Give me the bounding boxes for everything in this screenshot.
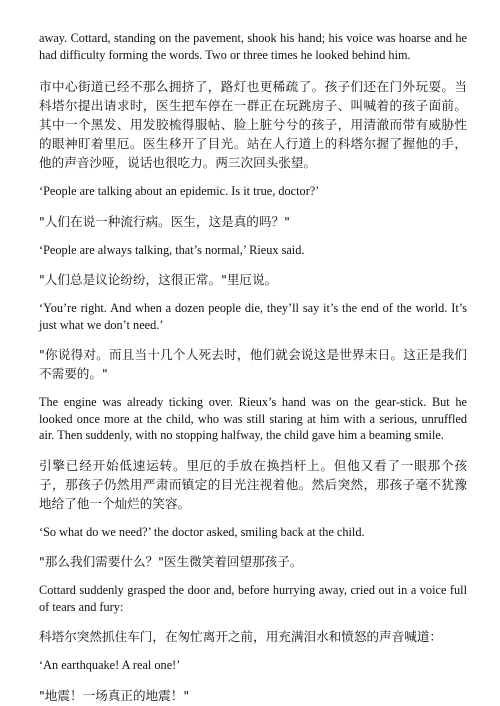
paragraph-chinese-3: "人们总是议论纷纷，这很正常。"里厄说。 [39,272,278,287]
paragraph-chinese-7: 科塔尔突然抓住车门，在匆忙离开之前，用充满泪水和愤怒的声音喊道： [39,629,442,644]
paragraph-chinese-1: 市中心街道已经不那么拥挤了，路灯也更稀疏了。孩子们还在门外玩耍。当科塔尔提出请求时，医生把车停在一群正在玩跳房子、叫喊着的孩子面前。其中一个黑发、用发胶梳得服帖、脸上脏兮兮的孩子，用清澈而带有威胁性的眼神盯着里厄。医生移开了目光。站在人行道上的科塔尔握了握他的手，他的声音沙哑，说话也很吃力。两三次回头张望。 [39,79,467,170]
paragraph-english-1: away. Cottard, standing on the pavement, shook his hand; his voice was hoarse and he had difficulty forming the words. Two or three times he looked behind him. [39,31,467,62]
paragraph-english-3: ‘People are always talking, that’s normal,’ Rieux said. [39,242,305,257]
paragraph-english-4: ‘You’re right. And when a dozen people die, they’ll say it’s the end of the world. It’s just what we don’t need.’ [39,301,467,332]
paragraph-english-2: ‘People are talking about an epidemic. Is it true, doctor?’ [39,184,320,198]
paragraph-chinese-6: "那么我们需要什么？"医生微笑着回望那孩子。 [39,554,303,569]
paragraph-english-5: The engine was already ticking over. Rieux’s hand was on the gear-stick. But he looked once more at the child, who was still staring at him with a serious, unruffled air. Then suddenly, with no stopping halfway, the child gave him a beaming smile. [39,395,467,442]
paragraph-english-6: ‘So what do we need?’ the doctor asked, smiling back at the child. [39,524,365,539]
paragraph-english-7: Cottard suddenly grasped the door and, before hurrying away, cried out in a voice full of tears and fury: [39,583,467,614]
paragraph-chinese-5: 引擎已经开始低速运转。里厄的手放在换挡杆上。但他又看了一眼那个孩子，那孩子仍然用严肃而镇定的目光注视着他。然后突然，那孩子毫不犹豫地给了他一个灿烂的笑容。 [39,457,467,511]
paragraph-chinese-8: "地震！一场真正的地震！" [39,687,190,703]
paragraph-chinese-4: "你说得对。而且当十几个人死去时，他们就会说这是世界末日。这正是我们不需要的。" [39,347,467,381]
paragraph-chinese-2: "人们在说一种流行病。医生，这是真的吗？" [39,213,290,229]
paragraph-english-8: ‘An earthquake! A real one!’ [39,658,181,672]
